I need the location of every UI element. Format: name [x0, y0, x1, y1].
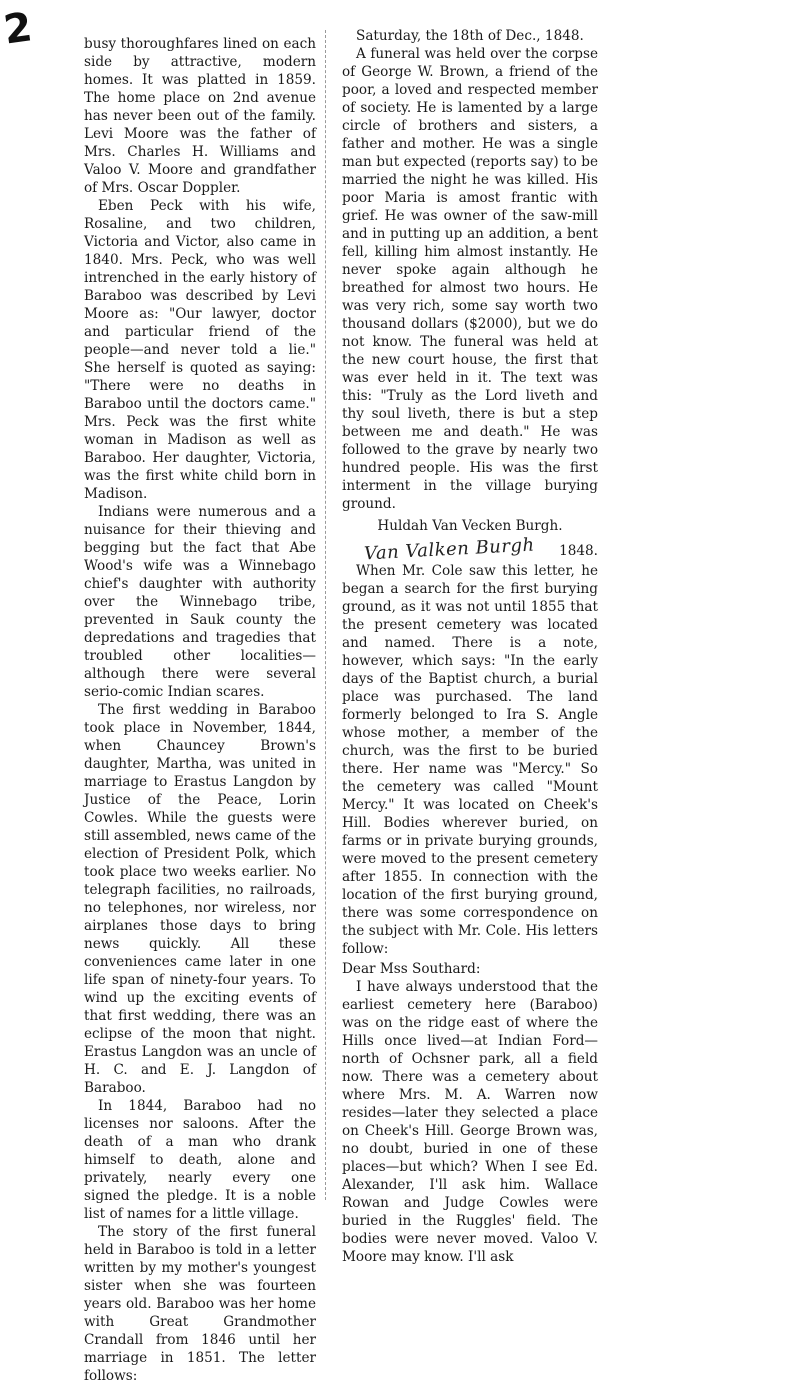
signature-row — [342, 534, 598, 565]
right-column — [342, 27, 598, 1265]
letter-dateline: Saturday, the 18th of Dec., 1848. — [356, 28, 584, 44]
paragraph: The story of the first funeral held in Baraboo is told in a letter written by my mother's youngest sister when she was fourteen years old. Baraboo was her home with Great Grandmother Crandall from 1846 until her marriage in 1851. The letter follows: — [84, 1224, 316, 1384]
page-number: 2 — [0, 4, 35, 54]
letter-body: A funeral was held over the corpse of George W. Brown, a friend of the poor, a loved and respected member of society. He is lamented by a large circle of brothers and sisters, a father and mother. He was a single man but expected (reports say) to be married the night he was killed. His poor Maria is amost frantic with grief. He was owner of the saw-mill and in putting up an addition, a bent fell, killing him almost instantly. He never spoke again although he breathed for almost two hours. He was very rich, some say worth two thousand dollars ($2000), but we do not know. The funeral was held at the new court house, the first that was ever held in it. The text was this: "Truly as the Lord liveth and thy soul liveth, there is but a step between me and death." He was followed to the grave by nearly two hundred people. His was the first interment in the village burying ground. — [342, 46, 598, 512]
signature-year: 1848. — [559, 543, 598, 559]
paragraph: Indians were numerous and a nuisance for their thieving and begging but the fact that Abe Wood's wife was a Winnebago chief's daughter with authority over the Winnebago tribe, prevented in Sauk county the depredations and tragedies that troubled other localities—although there were several serio-comic Indian scares. — [84, 504, 316, 700]
letter-body: I have always understood that the earliest cemetery here (Baraboo) was on the ridge east of where the Hills once lived—at Indian Ford—north of Ochsner park, all a field now. There was a cemetery about where Mrs. M. A. Warren now resides—later they selected a place on Cheek's Hill. George Brown was, no doubt, buried in one of these places—but which? When I see Ed. Alexander, I'll ask him. Wallace Rowan and Judge Cowles were buried in the Ruggles' field. The bodies were never moved. Valoo V. Moore may know. I'll ask — [342, 979, 598, 1265]
signature-typed: Huldah Van Vecken Burgh. — [377, 518, 563, 534]
paragraph: In 1844, Baraboo had no licenses nor saloons. After the death of a man who drank himself to death, alone and privately, nearly every one signed the pledge. It is a noble list of names for a little village. — [84, 1098, 316, 1222]
paragraph: Eben Peck with his wife, Rosaline, and two children, Victoria and Victor, also came in 1840. Mrs. Peck, who was well intrenched in the early history of Baraboo was described by Levi Moore as: "Our lawyer, doctor and particular friend of the people—and never told a lie." She herself is quoted as saying: "There were no deaths in Baraboo until the doctors came." Mrs. Peck was the first white woman in Madison as well as Baraboo. Her daughter, Victoria, was the first white child born in Madison. — [84, 198, 316, 502]
paragraph: When Mr. Cole saw this letter, he began a search for the first burying ground, as it was not until 1855 that the present cemetery was located and named. There is a note, however, which says: "In the early days of the Baptist church, a burial place was purchased. The land formerly belonged to Ira S. Angle whose mother, a member of the church, was the first to be buried there. Her name was "Mercy." So the cemetery was called "Mount Mercy." It was located on Cheek's Hill. Bodies wherever buried, on farms or in private burying grounds, were moved to the present cemetery after 1855. In connection with the location of the first burying ground, there was some correspondence on the subject with Mr. Cole. His letters follow: — [342, 563, 598, 957]
paragraph: busy thoroughfares lined on each side by attractive, modern homes. It was platted in 1859. The home place on 2nd avenue has never been out of the family. Levi Moore was the father of Mrs. Charles H. Williams and Valoo V. Moore and grandfather of Mrs. Oscar Doppler. — [84, 36, 316, 196]
paragraph: The first wedding in Baraboo took place in November, 1844, when Chauncey Brown's daughter, Martha, was united in marriage to Erastus Langdon by Justice of the Peace, Lorin Cowles. While the guests were still assembled, news came of the election of President Polk, which took place two weeks earlier. No telegraph facilities, no railroads, no telephones, nor wireless, nor airplanes those days to bring news quickly. All these conveniences came later in one life span of ninety-four years. To wind up the exciting events of that first wedding, there was an eclipse of the moon that night. Erastus Langdon was an uncle of H. C. and E. J. Langdon of Baraboo. — [84, 702, 316, 1096]
left-column — [84, 35, 316, 1384]
column-divider — [325, 30, 327, 1200]
handwritten-signature: Van Valken Burgh — [363, 534, 536, 565]
letter-salutation: Dear Mss Southard: — [342, 961, 481, 977]
